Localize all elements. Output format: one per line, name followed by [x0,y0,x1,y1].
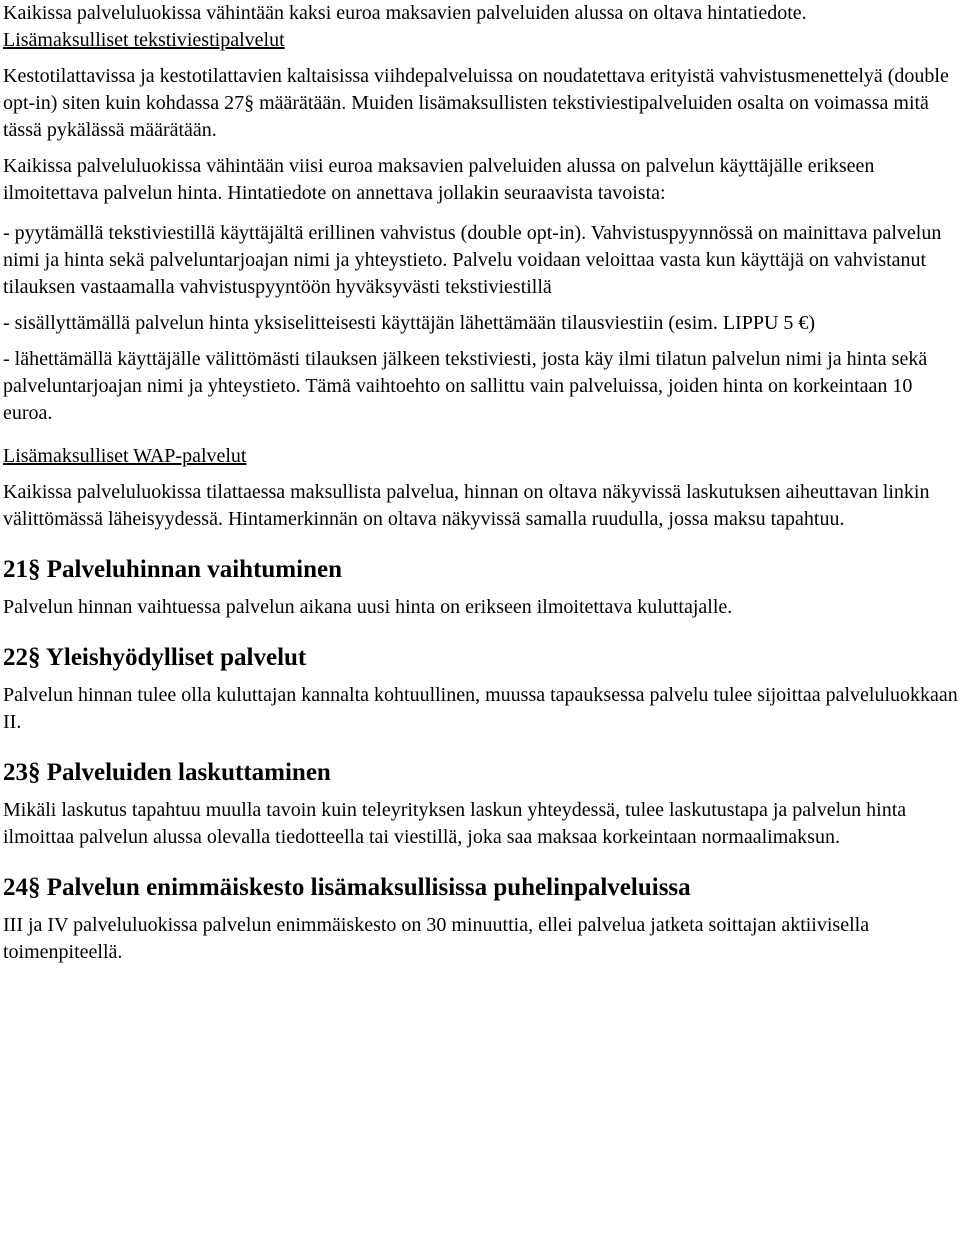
spacer [3,533,960,555]
spacer [3,470,960,479]
spacer [3,673,960,682]
spacer [3,903,960,912]
wap-paragraph: Kaikissa palveluluokissa tilattaessa maksullista palvelua, hinnan on oltava näkyvissä laskutuksen aiheuttavan linkin välittömässä läheisyydessä. Hintamerkinnän on oltava näkyvissä samalla ruudulla, jossa maksu tapahtuu. [3,481,930,530]
spacer [3,207,960,220]
spacer [3,788,960,797]
wap-services-subheading: Lisämaksulliset WAP-palvelut [3,445,247,467]
sms-option-2: - sisällyttämällä palvelun hinta yksiselitteisesti käyttäjän lähettämään tilausviestiin (esim. LIPPU 5 €) [3,312,816,334]
section-22-heading: 22§ Yleishyödylliset palvelut [3,644,307,671]
sms-option-3: - lähettämällä käyttäjälle välittömästi tilauksen jälkeen tekstiviesti, josta käy ilmi tilatun palvelun nimi ja hinta sekä palveluntarjoajan nimi ja yhteystieto. Tämä vaihtoehto on sallittu vain palveluissa, joiden hinta on korkeintaan 10 euroa. [3,348,928,424]
spacer [3,851,960,873]
section-23-heading: 23§ Palveluiden laskuttaminen [3,759,331,786]
spacer [3,301,960,310]
spacer [3,427,960,443]
section-24-heading: 24§ Palvelun enimmäiskesto lisämaksullisissa puhelinpalveluissa [3,874,691,901]
sms-paragraph-1: Kestotilattavissa ja kestotilattavien kaltaisissa viihdepalveluissa on noudatettava erityistä vahvistusmenettelyä (double opt-in) siten kuin kohdassa 27§ määrätään. Muiden lisämaksullisten tekstiviestipalveluiden osalta on voimassa mitä tässä pykälässä määrätään. [3,65,949,141]
section-21-heading: 21§ Palveluhinnan vaihtuminen [3,556,342,583]
sms-option-1: - pyytämällä tekstiviestillä käyttäjältä erillinen vahvistus (double opt-in). Vahvistuspyynnössä on mainittava palvelun nimi ja hinta sekä palveluntarjoajan nimi ja yhteystieto. Palvelu voidaan veloittaa vasta kun käyttäjä on vahvistanut tilauksen vastaamalla vahvistuspyyntöön hyväksyvästi tekstiviestillä [3,222,942,298]
spacer [3,337,960,346]
intro-paragraph: Kaikissa palveluluokissa vähintään kaksi euroa maksavien palveluiden alussa on oltava hintatiedote. [3,2,807,24]
sms-paragraph-2: Kaikissa palveluluokissa vähintään viisi euroa maksavien palveluiden alussa on palvelun käyttäjälle erikseen ilmoitettava palvelun hinta. Hintatiedote on annettava jollakin seuraavista tavoista: [3,155,875,204]
section-24-body: III ja IV palveluluokissa palvelun enimmäiskesto on 30 minuuttia, ellei palvelua jatketa soittajan aktiivisella toimenpiteellä. [3,914,870,963]
spacer [3,585,960,594]
section-22-body: Palvelun hinnan tulee olla kuluttajan kannalta kohtuullinen, muussa tapauksessa palvelu tulee sijoittaa palveluluokkaan II. [3,684,958,733]
spacer [3,54,960,63]
sms-services-subheading: Lisämaksulliset tekstiviestipalvelut [3,29,285,51]
spacer [3,736,960,758]
spacer [3,621,960,643]
section-23-body: Mikäli laskutus tapahtuu muulla tavoin kuin teleyrityksen laskun yhteydessä, tulee laskutustapa ja palvelun hinta ilmoittaa palvelun alussa olevalla tiedotteella tai viestillä, joka saa maksaa korkeintaan normaalimaksun. [3,799,907,848]
section-21-body: Palvelun hinnan vaihtuessa palvelun aikana uusi hinta on erikseen ilmoitettava kuluttajalle. [3,596,733,618]
spacer [3,144,960,153]
